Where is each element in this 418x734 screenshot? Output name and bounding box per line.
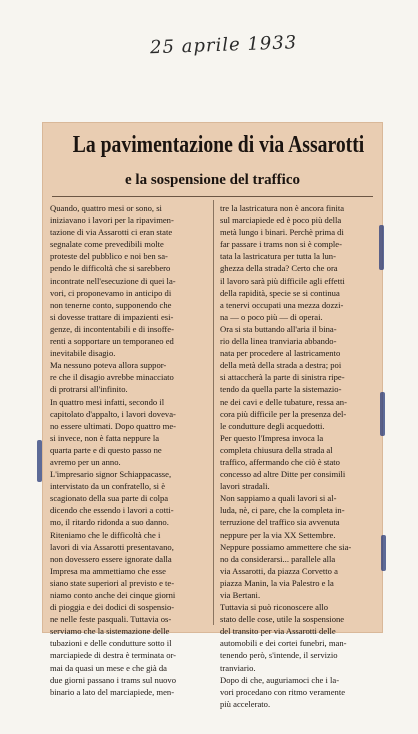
header-rule: [52, 196, 373, 197]
text-line: intervistato da un confratello, si è: [50, 481, 166, 492]
text-line: le condutture degli acquedotti.: [220, 420, 325, 431]
text-line: far passare i trams non si è comple-: [220, 239, 342, 250]
text-line: metà lungo i binari. Perchè prima di: [220, 227, 344, 238]
article-title: La pavimentazione di via Assarotti: [72, 132, 365, 158]
text-line: via Bertani.: [220, 590, 261, 600]
text-line: si invece, non è fatta neppure la: [50, 432, 160, 443]
text-line: tazione di via Assarotti ci eran state: [50, 227, 173, 238]
text-line: renti a sopportare un temporaneo ed: [50, 336, 174, 347]
text-line: lavori di via Assarotti presentavano,: [50, 541, 174, 552]
text-line: quarta parte e di questo passo ne: [50, 444, 162, 455]
text-line: il lavoro sarà più difficile agli effetti: [220, 275, 345, 286]
text-line: Riteniamo che le difficoltà che i: [50, 529, 161, 540]
text-line: terruzione del traffico sia avvenuta: [220, 517, 340, 528]
text-line: tata la lastricatura per tutta la lun-: [220, 251, 336, 262]
text-line: avremo per un anno.: [50, 456, 121, 467]
text-line: concesso ad altre Ditte per consimili: [220, 469, 346, 480]
text-line: sul marciapiede ed è poco più della: [220, 215, 342, 226]
text-line: si dovesse trattare di impazienti esi-: [50, 311, 174, 322]
text-line: traffico, affermando che ciò è stato: [220, 456, 340, 467]
text-line: neppure per la via XX Settembre.: [220, 529, 336, 540]
text-line: proteste del pubblico e noi ben sa-: [50, 251, 168, 262]
text-line: a tenervi occupati una mezza dozzi-: [220, 299, 344, 310]
text-line: tendo da quella parte la sistemazio-: [220, 384, 342, 395]
text-line: inevitabile disagio.: [50, 348, 116, 359]
text-line: Quando, quattro mesi or sono, si: [50, 203, 162, 213]
text-line: ghezza della strada? Certo che ora: [220, 263, 338, 274]
text-line: incontrate nell'esecuzione di quei la-: [50, 275, 176, 286]
newspaper-clipping: [42, 122, 383, 709]
text-line: scagionato della sua parte di colpa: [50, 493, 169, 504]
left-column: [50, 202, 210, 698]
right-margin-mark-1: [379, 225, 384, 270]
text-line: Dopo di che, auguriamoci che i la-: [220, 674, 340, 685]
text-line: piazza Manin, la via Palestro e la: [220, 577, 334, 588]
text-line: siano state superiori al previsto e te-: [50, 577, 175, 588]
text-line: di protrarsi all'infinito.: [50, 384, 128, 395]
right-margin-mark-2: [380, 392, 385, 436]
text-line: tenendo però, s'intende, il servizio: [220, 650, 338, 661]
text-line: non dovessero essere ignorate dalla: [50, 553, 172, 564]
text-line: lavori stradali.: [220, 481, 270, 492]
text-line: della metà della strada a destra; poi: [220, 360, 342, 371]
text-line: di pioggia e dei dodici di sospensio-: [50, 602, 175, 613]
text-line: L'impresario signor Schiappacasse,: [50, 469, 172, 480]
text-line: della rapidità, specie se si continua: [220, 287, 340, 298]
text-line: tranviario.: [220, 662, 256, 673]
text-line: niamo conto anche dei cinque giorni: [50, 590, 176, 600]
text-line: mai da quasi un mese e che già da: [50, 662, 167, 673]
text-line: iniziavano i lavori per la ripavimen-: [50, 215, 174, 226]
text-line: Ma nessuno poteva allora suppor-: [50, 360, 167, 371]
text-line: no da considerarsi... parallele alla: [220, 553, 336, 564]
text-line: stato delle cose, utile la sospensione: [220, 614, 345, 625]
text-line: marciapiede di destra è terminata or-: [50, 650, 177, 661]
text-line: nata per procedere al lastricamento: [220, 348, 341, 359]
text-line: Neppure possiamo ammettere che sia-: [220, 541, 352, 552]
text-line: tubazioni e delle condutture sotto il: [50, 638, 172, 649]
text-line: Tuttavia si può riconoscere allo: [220, 602, 329, 613]
text-line: vori, ci proponevamo in anticipo di: [50, 287, 172, 298]
text-line: dicendo che essendo i lavori a cotti-: [50, 505, 174, 516]
column-divider: [213, 200, 214, 625]
handwritten-date: 25 aprile 1933: [149, 32, 298, 59]
text-line: via Assarotti, da piazza Corvetto a: [220, 565, 338, 576]
text-line: ne dei cavi e delle tubature, ressa an-: [220, 396, 347, 407]
text-line: binario a lato del marciapiede, men-: [50, 686, 175, 697]
article-subtitle: e la sospensione del traffico: [125, 172, 300, 188]
left-margin-mark: [37, 440, 42, 482]
text-line: re che il disagio avrebbe minacciato: [50, 372, 174, 383]
text-line: Impresa ma ammettiamo che esse: [50, 565, 166, 576]
text-line: Ora si sta buttando all'aria il bina-: [220, 323, 337, 334]
right-column: [220, 202, 376, 710]
text-line: segnalate come prevedibili molte: [50, 239, 164, 250]
text-line: luda, nè, ci pare, che la completa in-: [220, 505, 345, 516]
text-line: serviamo che la sistemazione delle: [50, 626, 170, 637]
text-line: pendo le difficoltà che si sarebbero: [50, 263, 171, 274]
text-line: due giorni passano i trams sul nuovo: [50, 674, 177, 685]
text-line: rio della linea tranviaria abbando-: [220, 336, 337, 347]
text-line: automobili e dei cortei funebri, man-: [220, 638, 347, 649]
text-line: mo, il ritardo ridonda a suo danno.: [50, 517, 169, 528]
text-line: più accelerato.: [220, 698, 271, 709]
text-line: cora più difficile per la presenza del-: [220, 408, 347, 419]
text-line: tre la lastricatura non è ancora finita: [220, 203, 345, 213]
text-line: Per questo l'Impresa invoca la: [220, 432, 324, 443]
right-margin-mark-3: [381, 535, 386, 571]
text-line: completa chiusura della strada al: [220, 444, 333, 455]
text-line: del transito per via Assarotti delle: [220, 626, 336, 637]
text-line: Non sappiamo a quali lavori si al-: [220, 493, 337, 504]
text-line: na — o poco più — di operai.: [220, 311, 323, 322]
text-line: no essere ultimati. Dopo quattro me-: [50, 420, 177, 431]
text-line: vori procedano con ritmo veramente: [220, 686, 346, 697]
text-line: non tenerne conto, supponendo che: [50, 299, 172, 310]
text-line: capitolato d'appalto, i lavori doveva-: [50, 408, 176, 419]
text-line: genze, di incontentabili e di insoffe-: [50, 323, 174, 334]
text-line: ne nelle feste pasquali. Tuttavia os-: [50, 614, 172, 625]
text-line: si attaccherà la parte di sinistra ripe-: [220, 372, 345, 383]
text-line: In quattro mesi infatti, secondo il: [50, 396, 165, 407]
